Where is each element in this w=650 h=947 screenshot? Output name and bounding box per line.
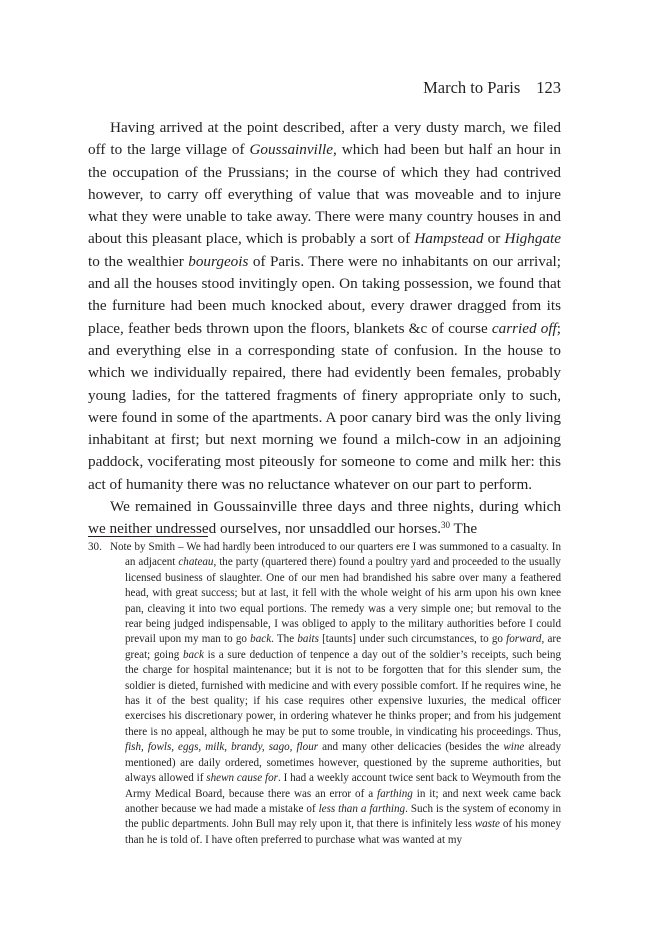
paragraph: [88, 496, 561, 541]
text-run: already mentioned) are daily ordered, sometimes however, questioned by the supreme authorities, but always allowed if: [125, 741, 561, 785]
text-run: , which had been but half an hour in the occupation of the Prussians; in the course of which they had contrived however, to carry off everything of value that was moveable and to injure what they were unable to take away. There were many country houses in and about this pleasant place, which is probably a sort of: [88, 141, 561, 248]
text-run: Note by Smith – We had hardly been introduced to our quarters ere I was summoned to a casualty. In an adjacent: [110, 541, 561, 569]
italic-text: wine: [503, 741, 525, 754]
text-run: in it; and next week came back another because we had made a mistake of: [125, 787, 561, 815]
italic-text: farthing: [377, 787, 413, 800]
italic-text: carried off: [491, 319, 557, 337]
italic-text: Goussainville: [249, 141, 333, 159]
footnote-text: [110, 540, 561, 848]
text-run: of his money than he is told of. I have often preferred to purchase what was wanted at my: [125, 818, 561, 846]
italic-text: less than a farthing: [318, 802, 406, 815]
italic-text: Hampstead: [414, 230, 484, 248]
text-run: The: [450, 520, 478, 538]
italic-text: baits: [297, 633, 319, 646]
italic-text: chateau: [178, 556, 214, 569]
running-title: March to Paris: [423, 78, 521, 97]
footnote: [88, 540, 561, 848]
text-run: [taunts] under such circumstances, to go: [318, 633, 507, 646]
text-run: . Such is the system of economy in the public departments. John Bull may rely upon it, that there is infinitely less: [125, 802, 561, 831]
italic-text: shewn cause for: [206, 772, 278, 785]
page-number: 123: [536, 78, 561, 97]
italic-text: back: [250, 633, 272, 646]
italic-text: fish, fowls, eggs, milk, brandy, sago, flour: [125, 741, 319, 754]
text-run: . I had a weekly account twice sent back to Weymouth from the Army Medical Board, because there was an error of a: [125, 772, 561, 800]
text-run: to the wealthier: [88, 252, 189, 270]
italic-text: bourgeois: [188, 252, 249, 270]
text-run: . The: [271, 633, 298, 646]
footnote-label: 30.: [88, 541, 102, 553]
text-run: or: [483, 230, 505, 248]
text-run: is a sure deduction of tenpence a day out of the soldier’s receipts, such being the charge for hospital maintenance; but it is not to be forgotten that for this slender sum, the soldier is dieted, furnished with medicine and with every possible comfort. If he requires wine, he has it of the best quality; if his case requires other expensive luxuries, the medical officer exercises his discretionary power, in ordering whatever he thinks proper; and from his judgement there is no appeal, although he may be put to some trouble, in vindicating his proceedings. Thus,: [125, 648, 561, 738]
text-run: , are great; going: [125, 633, 561, 661]
footnote-ref: 30: [441, 520, 451, 531]
italic-text: forward: [506, 633, 542, 646]
text-run: We remained in Goussainville three days and three nights, during which we neither undressed ourselves, nor unsaddled our horses.: [88, 498, 561, 538]
paragraph: [88, 117, 561, 496]
text-run: and many other delicacies (besides the: [318, 741, 504, 754]
italic-text: Highgate: [504, 230, 562, 248]
text-run: ; and everything else in a corresponding state of confusion. In the house to which we individually repaired, there had evidently been females, probably young ladies, for the tattered fragments of finery appropriate only to such, were found in some of the apartments. A poor canary bird was the only living inhabitant at first; but next morning we found a milch-cow in an adjoining paddock, vociferating most piteously for someone to come and milk her: this act of humanity there was no reluctance whatever on our part to perform.: [88, 319, 561, 493]
italic-text: back: [182, 648, 204, 661]
text-run: , the party (quartered there) found a poultry yard and proceeded to the usually licensed business of slaughter. One of our men had brandished his sabre over many a feathered head, with great success; but at last, it fell with the whole weight of his arm upon his own knee pan, cleaving it into two equal portions. The remedy was a very simple one; but removal to the rear being judged indispensable, I was obliged to apply to the military authorities before I could prevail upon my man to go: [125, 556, 561, 646]
running-head: [423, 78, 561, 98]
text-run: Having arrived at the point described, after a very dusty march, we filed off to the large village of: [88, 119, 561, 159]
footnote-rule: [88, 536, 208, 537]
body-text: [88, 117, 561, 541]
text-run: of Paris. There were no inhabitants on our arrival; and all the houses stood invitingly open. On taking possession, we found that the furniture had been much knocked about, every drawer dragged from its place, feather beds thrown upon the floors, blankets &c of course: [88, 252, 561, 337]
italic-text: waste: [474, 818, 500, 831]
